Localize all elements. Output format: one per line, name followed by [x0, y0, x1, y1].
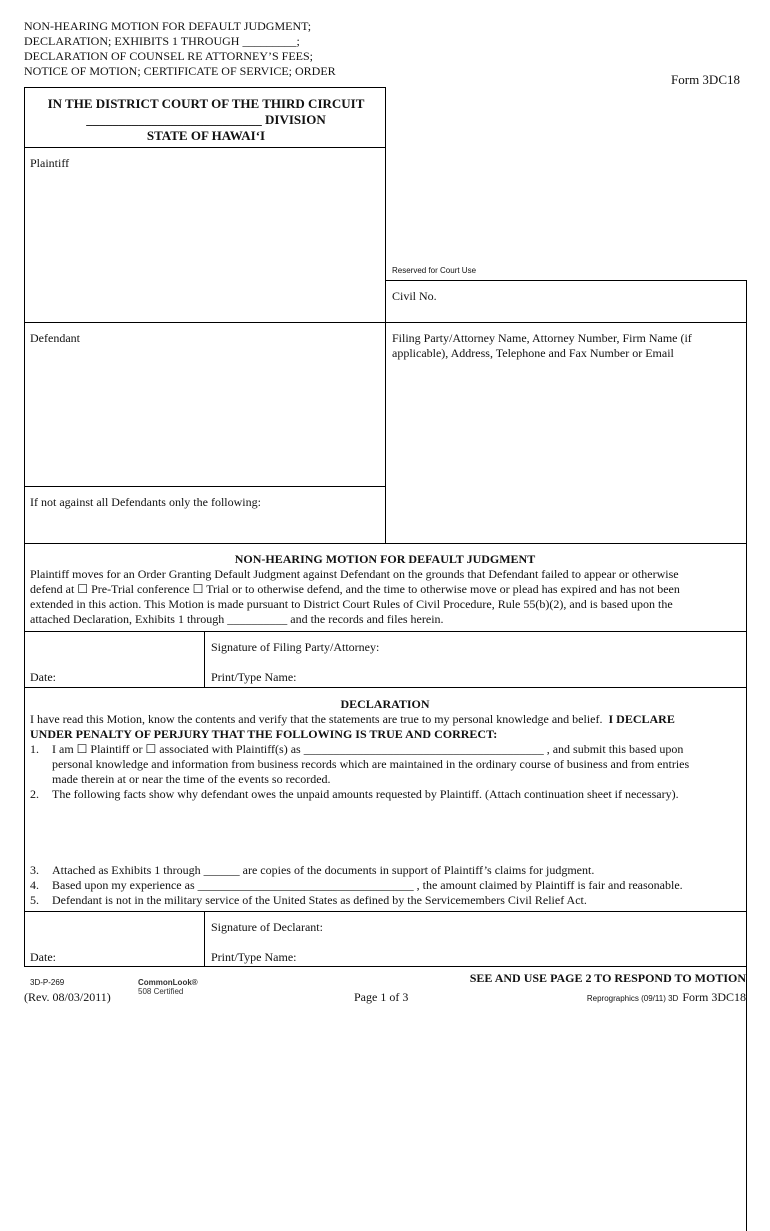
declaration-list-1-2	[30, 742, 742, 802]
declaration-date-label: Date:	[30, 950, 56, 964]
declaration-item-text: I am ☐ Plaintiff or ☐ associated with Plaintiff(s) as ________________________________________ , and submit this based upon	[52, 742, 684, 756]
declaration-item-number: 2.	[30, 787, 39, 801]
form-title-line-1: NON-HEARING MOTION FOR DEFAULT JUDGMENT;	[24, 19, 312, 33]
reserved-for-court-use-label: Reserved for Court Use	[392, 266, 477, 275]
motion-sig-divider	[204, 631, 205, 687]
form-number: Form 3DC18	[671, 72, 740, 87]
box-right-rule	[746, 280, 747, 1231]
plaintiff-label: Plaintiff	[30, 156, 70, 170]
commonlook-logo-certified: 508 Certified	[138, 987, 184, 996]
footer-right	[587, 988, 746, 1006]
filing-party-line-2: applicable), Address, Telephone and Fax Number or Email	[392, 346, 674, 360]
box-middle-rule	[385, 87, 386, 544]
declaration-item-1	[30, 742, 742, 757]
form-title-line-3: DECLARATION OF COUNSEL RE ATTORNEY’S FEES;	[24, 49, 314, 63]
declaration-intro-bold: I DECLARE	[608, 712, 675, 726]
box-bottom-rule	[24, 966, 747, 967]
not-all-defendants-label: If not against all Defendants only the following:	[30, 495, 261, 509]
form-code: 3D-P-269	[30, 978, 65, 987]
motion-date-label: Date:	[30, 670, 56, 684]
declaration-item-continuation: made therein at or near the time of the events so recorded.	[52, 772, 331, 786]
lower-left-rule	[24, 543, 25, 966]
box-left-rule	[24, 87, 25, 544]
declaration-item-number: 5.	[30, 893, 39, 907]
division-line: ___________________________ DIVISION	[86, 112, 326, 127]
declarant-sig-top-rule	[24, 911, 747, 912]
motion-line-1: Plaintiff moves for an Order Granting Default Judgment against Defendant on the grounds that Defendant failed to appear or otherwise	[30, 567, 679, 581]
commonlook-logo	[138, 978, 198, 996]
civil-no-label: Civil No.	[392, 289, 437, 303]
declaration-intro-line-1	[30, 712, 742, 727]
declaration-intro-text: I have read this Motion, know the contents and verify that the statements are true to my personal knowledge and belief.	[30, 712, 609, 726]
declaration-item-3	[30, 863, 742, 878]
motion-print-name-label: Print/Type Name:	[211, 670, 297, 684]
footer-form-number: Form 3DC18	[682, 990, 746, 1004]
filing-party-signature-label: Signature of Filing Party/Attorney:	[211, 640, 380, 654]
declaration-top-rule	[24, 687, 747, 688]
form-title-line-2: DECLARATION; EXHIBITS 1 THROUGH _________;	[24, 34, 300, 48]
form-title-line-4: NOTICE OF MOTION; CERTIFICATE OF SERVICE; ORDER	[24, 64, 336, 78]
declarant-sig-divider	[204, 911, 205, 966]
declaration-item-5	[30, 893, 742, 908]
motion-paragraph	[30, 567, 742, 627]
declaration-item-text: Based upon my experience as ____________________________________ , the amount claimed by Plaintiff is fair and reasonable.	[52, 878, 683, 892]
motion-top-rule	[24, 543, 747, 544]
declaration-item-number: 1.	[30, 742, 39, 756]
declaration-item-4	[30, 878, 742, 893]
box-top-left-rule	[24, 87, 386, 88]
revision-date: (Rev. 08/03/2011)	[24, 990, 111, 1004]
court-title-bottom-rule	[24, 147, 386, 148]
declaration-item-number: 3.	[30, 863, 39, 877]
plaintiff-bottom-rule	[24, 322, 747, 323]
declaration-item-number: 4.	[30, 878, 39, 892]
motion-line-2: defend at ☐ Pre-Trial conference ☐ Trial or to otherwise defend, and the time to otherwise move or plead has expired and has not been	[30, 582, 680, 596]
declaration-intro-line-2	[30, 727, 742, 742]
declaration-item-2	[30, 787, 742, 802]
declaration-print-name-label: Print/Type Name:	[211, 950, 297, 964]
see-page-2-notice: SEE AND USE PAGE 2 TO RESPOND TO MOTION	[469, 971, 746, 985]
declaration-intro-bold-2: UNDER PENALTY OF PERJURY THAT THE FOLLOWING IS TRUE AND CORRECT:	[30, 727, 498, 741]
commonlook-logo-name: CommonLook®	[138, 978, 198, 987]
motion-line-4: attached Declaration, Exhibits 1 through __________ and the records and files herein.	[30, 612, 444, 626]
motion-sig-top-rule	[24, 631, 747, 632]
page-number: Page 1 of 3	[354, 990, 409, 1004]
declaration-item-continuation: personal knowledge and information from business records which are maintained in the ordinary course of business and from entries	[52, 757, 690, 771]
declarant-signature-label: Signature of Declarant:	[211, 920, 323, 934]
declaration-list-3-5	[30, 863, 742, 908]
reserved-bottom-rule	[385, 280, 747, 281]
court-title	[26, 96, 386, 144]
filing-party-line-1: Filing Party/Attorney Name, Attorney Number, Firm Name (if	[392, 331, 692, 345]
court-title-line-1: IN THE DISTRICT COURT OF THE THIRD CIRCUIT	[47, 96, 365, 111]
declaration-item-text: Attached as Exhibits 1 through ______ are copies of the documents in support of Plaintiff’s claims for judgment.	[52, 863, 595, 877]
motion-line-3: extended in this action. This Motion is made pursuant to District Court Rules of Civil Procedure, Rule 55(b)(2), and is based upon the	[30, 597, 673, 611]
declaration-intro	[30, 712, 742, 742]
defendant-bottom-rule	[24, 486, 386, 487]
reprographics-label: Reprographics (09/11) 3D	[586, 994, 679, 1003]
motion-title: NON-HEARING MOTION FOR DEFAULT JUDGMENT	[234, 552, 536, 566]
declaration-item-text: The following facts show why defendant owes the unpaid amounts requested by Plaintiff. (Attach continuation sheet if necessary).	[52, 787, 679, 801]
defendant-label: Defendant	[30, 331, 80, 345]
state-line: STATE OF HAWAI‘I	[146, 128, 266, 143]
declaration-item-text: Defendant is not in the military service of the United States as defined by the Servicemembers Civil Relief Act.	[52, 893, 587, 907]
declaration-title: DECLARATION	[340, 697, 430, 711]
form-title-block	[24, 19, 336, 79]
